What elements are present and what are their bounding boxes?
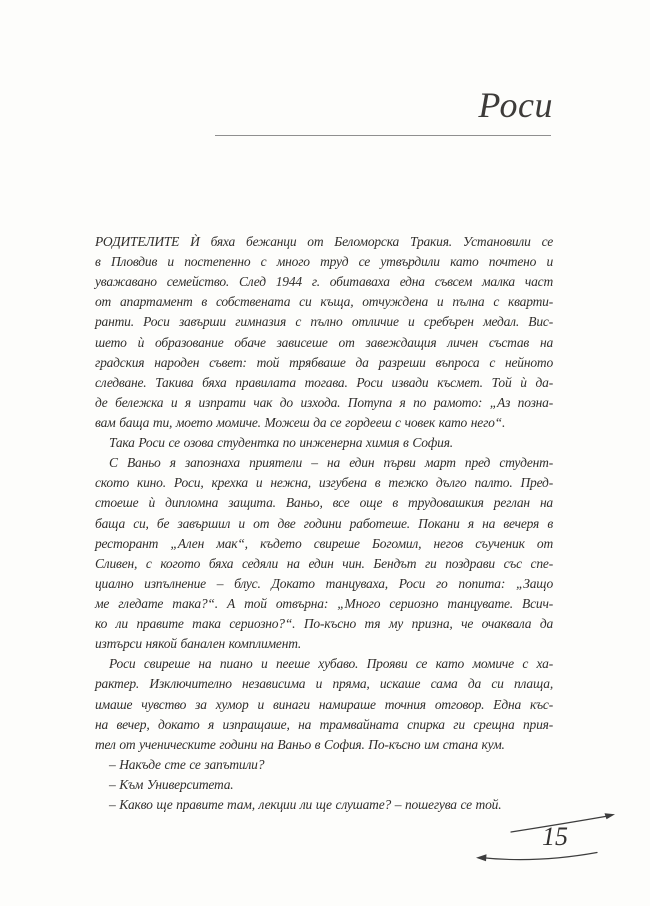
text-block: [95, 232, 553, 815]
text-line: ското кино. Роси, крехка и нежна, изгубена в тежко дълго палто. Пред-: [95, 475, 553, 491]
text-line: стоеше ѝ дипломна защита. Ваньо, все още в трудовашкия реглан на: [95, 495, 553, 511]
text-line: от апартамент в собствената си къща, отчуждена и пълна с кварти-: [95, 294, 553, 310]
text-line: де бележка и я изпрати чак до изхода. Потупа я по рамото: „Аз позна-: [95, 394, 553, 410]
text-line: – Накъде сте се запътили?: [109, 756, 265, 772]
text-line: рактер. Изключително независима и пряма, искаше сама да си плаща,: [95, 676, 553, 692]
text-line: С Ваньо я запознаха приятели – на един първи март пред студент-: [109, 455, 553, 471]
page-number: 15: [542, 822, 568, 851]
text-line: шето ѝ образование обаче зависеше от завеждащия личен състав на: [95, 334, 553, 350]
text-line: на вечер, докато я изпращаше, на трамвайната спирка ги срещна прия-: [95, 716, 553, 732]
text-line: Сливен, с когото бяха седяли на един чин. Бендът ги поздрави със спе-: [95, 555, 553, 571]
text-line: ме гледате така?“. А той отвърна: „Много сериозно танцувате. Всич-: [95, 595, 553, 611]
text-line: вам баща ти, моето момиче. Можеш да се гордееш с човек като него“.: [95, 414, 506, 430]
text-line: уважавано семейство. След 1944 г. обитаваха една съвсем малка част: [95, 274, 553, 290]
flourish-stroke-bottom: [480, 853, 597, 860]
text-line: – Какво ще правите там, лекции ли ще слушате? – пошегува се той.: [109, 797, 502, 813]
header-rule: [215, 135, 551, 136]
text-line: тел от ученическите години на Ваньо в София. По-късно им стана кум.: [95, 736, 505, 752]
text-line: градския народен съвет: той трябваше да разреши въпроса с нейното: [95, 354, 553, 370]
text-line: изтърси някой банален комплимент.: [95, 636, 302, 652]
text-line: следване. Такива бяха правилата тогава. Роси извади късмет. Той ѝ да-: [95, 374, 553, 390]
text-line: ко ли правите така сериозно?“. По-късно тя му призна, че очаквала да: [95, 616, 553, 632]
text-line: Така Роси се озова студентка по инженерна химия в София.: [109, 435, 453, 451]
text-line: РОДИТЕЛИТЕ Ѝ бяха бежанци от Беломорска Тракия. Установили се: [95, 234, 553, 249]
text-line: баща си, бе завършил и от две години работеше. Покани я на вечеря в: [95, 515, 553, 531]
flourish-arrowhead-top: [605, 813, 616, 819]
text-line: имаше чувство за хумор и винаги намираше точния отговор. Една къс-: [95, 696, 553, 712]
text-line: – Към Университета.: [109, 776, 234, 792]
text-line: ресторант „Ален мак“, където свиреше Богомил, негов съученик от: [95, 535, 553, 551]
text-line: ранти. Роси завърши гимназия с пълно отличие и сребърен медал. Вис-: [95, 314, 553, 330]
chapter-title: Роси: [478, 85, 553, 125]
text-line: циално изпълнение – блус. Докато танцуваха, Роси го попита: „Защо: [95, 575, 553, 591]
text-line: в Пловдив и постепенно с много труд се утвърдили като почтено и: [95, 254, 553, 270]
text-line: Роси свиреше на пиано и пееше хубаво. Прояви се като момиче с ха-: [109, 656, 553, 672]
flourish-arrowhead-bottom: [476, 854, 487, 861]
